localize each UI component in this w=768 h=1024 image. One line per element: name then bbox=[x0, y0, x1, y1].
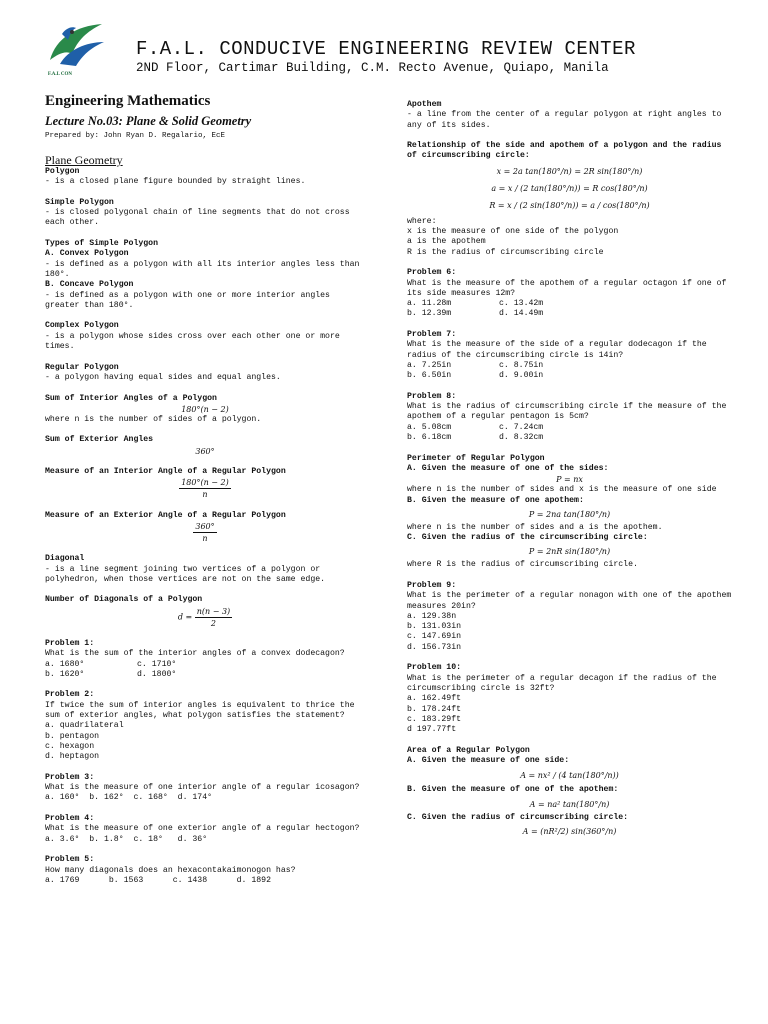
exterior-angle-regular bbox=[45, 511, 365, 544]
choices bbox=[407, 299, 732, 309]
heading: Sum of Exterior Angles bbox=[45, 435, 154, 445]
text: where n is the number of sides and x is the measure of one side bbox=[407, 485, 717, 495]
text: What is the perimeter of a regular nonagon with one of the apothem measures 20in? bbox=[407, 591, 737, 611]
header-title: F.A.L. CONDUCIVE ENGINEERING REVIEW CENTER bbox=[136, 38, 636, 60]
choice: c. 7.24cm bbox=[499, 422, 544, 432]
problem-5 bbox=[45, 855, 365, 886]
relationship bbox=[407, 141, 732, 258]
denominator: n bbox=[202, 533, 208, 543]
formula: R = x / (2 sin(180°/n)) = a / cos(180°/n) bbox=[489, 200, 650, 210]
numerator: n(n − 3) bbox=[196, 606, 231, 616]
heading: Types of Simple Polygon bbox=[45, 239, 159, 249]
text: What is the radius of circumscribing circle if the measure of the apothem of a regular pentagon is 5cm? bbox=[407, 402, 732, 422]
heading: Problem 8: bbox=[407, 391, 457, 401]
section-heading: Plane Geometry bbox=[45, 153, 123, 167]
formula: P = nx bbox=[556, 475, 583, 485]
problem-2 bbox=[45, 690, 365, 762]
document-title: Engineering Mathematics bbox=[45, 93, 211, 109]
denominator: n bbox=[202, 490, 208, 500]
text: What is the measure of the side of a regular dodecagon if the radius of the circumscribing circle is 14in? bbox=[407, 340, 712, 360]
heading: Regular Polygon bbox=[45, 362, 119, 372]
numerator: 180°(n − 2) bbox=[181, 478, 229, 488]
heading: Problem 7: bbox=[407, 330, 457, 340]
formula: x = 2a tan(180°/n) = 2R sin(180°/n) bbox=[496, 166, 643, 176]
heading: Apothem bbox=[407, 100, 442, 109]
heading: Problem 10: bbox=[407, 663, 462, 673]
sum-interior-angles bbox=[45, 394, 365, 426]
perimeter-section bbox=[407, 454, 732, 571]
heading: Polygon bbox=[45, 167, 80, 176]
formula: 180°(n − 2) bbox=[181, 404, 229, 414]
text: where n is the number of sides and a is the apothem. bbox=[407, 522, 663, 532]
heading: B. Given the measure of one apothem: bbox=[407, 495, 584, 505]
choices bbox=[407, 361, 732, 371]
formula bbox=[45, 521, 365, 544]
logo-text: F.A.L CON bbox=[47, 72, 73, 77]
choices: a. 1769 b. 1563 c. 1438 d. 1892 bbox=[45, 875, 272, 885]
heading: Measure of an Interior Angle of a Regular Polygon bbox=[45, 467, 286, 477]
text: How many diagonals does an hexacontakaimonogon has? bbox=[45, 865, 296, 875]
sum-exterior-angles bbox=[45, 435, 365, 456]
choice: b. 178.24ft bbox=[407, 704, 462, 714]
text: What is the measure of the apothem of a regular octagon if one of its side measures 12m? bbox=[407, 278, 732, 298]
text: - is closed polygonal chain of line segments that do not cross each other. bbox=[45, 208, 355, 228]
choice: c. 147.69in bbox=[407, 632, 462, 642]
problem-1 bbox=[45, 639, 365, 680]
prepared-by: Prepared by: John Ryan D. Regalario, EcE bbox=[45, 132, 226, 140]
text: - is a polygon whose sides cross over each other one or more times. bbox=[45, 331, 345, 352]
choices bbox=[45, 670, 365, 680]
types-of-polygon bbox=[45, 239, 365, 311]
text: x is the measure of one side of the polygon bbox=[407, 227, 619, 237]
diagonal-def bbox=[45, 554, 365, 585]
choice: d. heptagon bbox=[45, 752, 100, 762]
heading: Problem 6: bbox=[407, 268, 457, 278]
formula: 360° bbox=[195, 446, 215, 456]
heading: Problem 1: bbox=[45, 638, 95, 648]
choices: a. 3.6° b. 1.8° c. 18° d. 36° bbox=[45, 834, 208, 844]
numerator: 360° bbox=[195, 521, 215, 531]
choice: d. 156.73in bbox=[407, 642, 462, 652]
number-of-diagonals bbox=[45, 595, 365, 628]
heading: C. Given the radius of circumscribing circle: bbox=[407, 812, 629, 822]
text: If twice the sum of interior angles is equivalent to thrice the sum of exterior angles, what polygon satisfies the statement? bbox=[45, 700, 360, 721]
text: - is defined as a polygon with all its interior angles less than 180°. bbox=[45, 259, 365, 279]
problem-3 bbox=[45, 773, 365, 804]
choices bbox=[407, 309, 732, 319]
choice: d. 8.32cm bbox=[499, 433, 544, 443]
choice: c. 8.75in bbox=[499, 360, 544, 370]
regular-polygon-def bbox=[45, 363, 365, 384]
formula: P = 2na tan(180°/n) bbox=[528, 509, 611, 519]
choice: b. 6.50in bbox=[407, 371, 452, 381]
formula: A = na² tan(180°/n) bbox=[529, 799, 610, 809]
heading: Complex Polygon bbox=[45, 321, 119, 331]
choice: b. 6.18cm bbox=[407, 433, 452, 443]
complex-polygon-def bbox=[45, 321, 365, 352]
choice: a. 7.25in bbox=[407, 360, 452, 370]
text: where n is the number of sides of a polygon. bbox=[45, 414, 262, 424]
text: What is the measure of one exterior angle of a regular hectogon? bbox=[45, 824, 360, 834]
polygon-def bbox=[45, 167, 365, 188]
choice: a. 5.08cm bbox=[407, 422, 452, 432]
heading: Diagonal bbox=[45, 554, 85, 564]
text: - a line from the center of a regular polygon at right angles to any of its sides. bbox=[407, 110, 727, 130]
choice: b. 12.39m bbox=[407, 309, 452, 319]
text: - is a closed plane figure bounded by straight lines. bbox=[45, 177, 306, 187]
choice: c. 183.29ft bbox=[407, 714, 462, 724]
problem-4 bbox=[45, 814, 365, 845]
choice: a. 129.38n bbox=[407, 611, 457, 621]
heading: Problem 3: bbox=[45, 772, 95, 782]
heading: Area of a Regular Polygon bbox=[407, 745, 530, 755]
simple-polygon-def bbox=[45, 198, 365, 229]
choices: a. 160° b. 162° c. 168° d. 174° bbox=[45, 793, 213, 803]
choices bbox=[407, 433, 732, 443]
interior-angle-regular bbox=[45, 467, 365, 500]
formula: A = nx² / (4 tan(180°/n)) bbox=[520, 771, 619, 781]
lecture-title: Lecture No.03: Plane & Solid Geometry bbox=[45, 114, 252, 128]
heading: Number of Diagonals of a Polygon bbox=[45, 595, 203, 605]
choice: a. quadrilateral bbox=[45, 721, 124, 731]
heading: Measure of an Exterior Angle of a Regular Polygon bbox=[45, 510, 286, 520]
text: R is the radius of circumscribing circle bbox=[407, 247, 604, 257]
choice: d 197.77ft bbox=[407, 725, 457, 735]
text: where: bbox=[407, 216, 437, 226]
text: What is the measure of one interior angle of a regular icosagon? bbox=[45, 783, 360, 793]
choice: c. hexagon bbox=[45, 741, 95, 751]
heading: A. Given the measure of one side: bbox=[407, 756, 570, 766]
lhs: d = bbox=[177, 612, 193, 622]
choice: b. pentagon bbox=[45, 731, 100, 741]
choice: a. 162.49ft bbox=[407, 694, 462, 704]
heading: A. Convex Polygon bbox=[45, 249, 129, 259]
choice: b. 1620° bbox=[45, 669, 85, 679]
denominator: 2 bbox=[210, 618, 216, 628]
formula bbox=[45, 477, 365, 500]
choice: d. 14.49m bbox=[499, 309, 544, 319]
heading: B. Given the measure of one of the apothem: bbox=[407, 785, 619, 795]
area-section bbox=[407, 746, 732, 837]
heading: Problem 2: bbox=[45, 690, 95, 700]
text: where R is the radius of circumscribing circle. bbox=[407, 560, 638, 570]
heading: Relationship of the side and apothem of a polygon and the radius of circumscribing circle: bbox=[407, 141, 722, 161]
choices bbox=[407, 371, 732, 381]
text: What is the sum of the interior angles of a convex dodecagon? bbox=[45, 649, 345, 659]
choice: a. 1680° bbox=[45, 659, 85, 669]
choices bbox=[45, 660, 365, 670]
formula: P = 2nR sin(180°/n) bbox=[528, 547, 611, 557]
logo bbox=[42, 20, 108, 80]
choice: c. 1710° bbox=[137, 659, 177, 669]
heading: C. Given the radius of the circumscribing circle: bbox=[407, 533, 648, 543]
heading: Sum of Interior Angles of a Polygon bbox=[45, 393, 217, 403]
choice: d. 9.00in bbox=[499, 371, 544, 381]
choice: b. 131.03in bbox=[407, 622, 462, 632]
formula: A = (nR²/2) sin(360°/n) bbox=[522, 826, 617, 836]
problem-8 bbox=[407, 392, 732, 443]
heading: Problem 5: bbox=[45, 855, 95, 865]
text: - is defined as a polygon with one or more interior angles greater than 180°. bbox=[45, 290, 335, 310]
problem-6 bbox=[407, 268, 732, 319]
header-address: 2ND Floor, Cartimar Building, C.M. Recto Avenue, Quiapo, Manila bbox=[136, 61, 609, 75]
text: - is a line segment joining two vertices of a polygon or polyhedron, when those vertices are not on the same edge. bbox=[45, 564, 326, 584]
heading: Problem 9: bbox=[407, 580, 457, 590]
text: a is the apothem bbox=[407, 237, 486, 247]
text: - a polygon having equal sides and equal angles. bbox=[45, 372, 281, 382]
apothem-def bbox=[407, 100, 732, 131]
heading: Perimeter of Regular Polygon bbox=[407, 453, 545, 463]
problem-7 bbox=[407, 330, 732, 381]
right-column bbox=[407, 100, 737, 847]
left-column bbox=[45, 92, 365, 896]
choice: a. 11.28m bbox=[407, 299, 452, 309]
choice: c. 13.42m bbox=[499, 299, 544, 309]
formula: a = x / (2 tan(180°/n)) = R cos(180°/n) bbox=[491, 183, 648, 193]
heading: A. Given the measure of one of the sides: bbox=[407, 463, 609, 473]
heading: Problem 4: bbox=[45, 814, 95, 824]
problem-10 bbox=[407, 663, 732, 735]
choice: d. 1800° bbox=[137, 669, 177, 679]
heading: Simple Polygon bbox=[45, 197, 114, 207]
text: What is the perimeter of a regular decagon if the radius of the circumscribing circle is 32ft? bbox=[407, 673, 722, 693]
problem-9 bbox=[407, 580, 737, 653]
formula bbox=[45, 606, 365, 629]
choices bbox=[407, 423, 732, 433]
heading: B. Concave Polygon bbox=[45, 280, 134, 290]
